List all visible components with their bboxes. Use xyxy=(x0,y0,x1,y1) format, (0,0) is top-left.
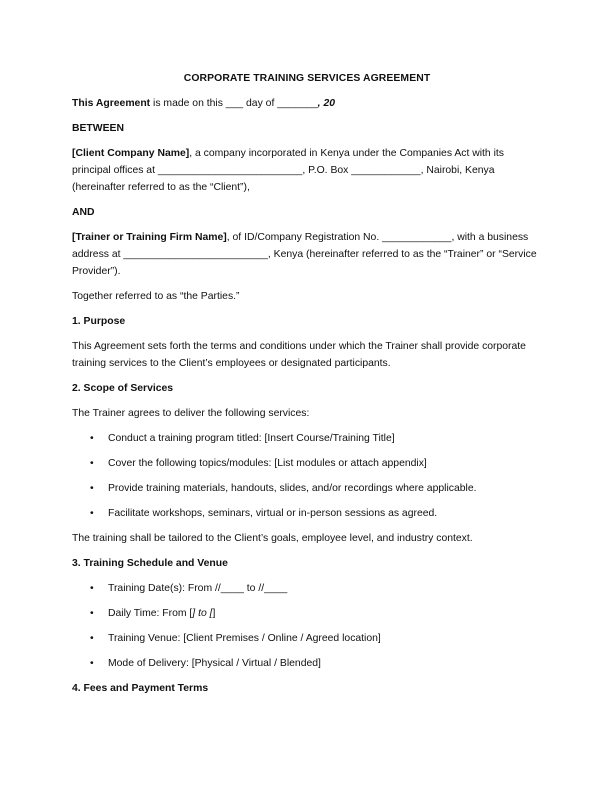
intro-lead: This Agreement xyxy=(72,98,151,109)
time-lead: Daily Time: From [ xyxy=(108,608,193,619)
intro-rest: is made on this ___ day of _______ xyxy=(150,98,318,109)
schedule-list xyxy=(72,580,542,672)
section-heading-scope: 2. Scope of Services xyxy=(72,383,174,394)
client-name: [Client Company Name] xyxy=(72,148,190,159)
trainer-paragraph xyxy=(72,229,542,280)
trainer-rest: , of ID/Company Registration No. ____________, with a business address at _________________________, Kenya (hereinafter referred to as the “Trainer” or “Service Provider”). xyxy=(72,232,537,277)
scope-list xyxy=(72,430,542,522)
intro-year: , 20 xyxy=(317,98,336,109)
list-item: • Provide training materials, handouts, slides, and/or recordings where applicable. xyxy=(72,480,542,497)
time-end: ] xyxy=(212,608,216,619)
list-item: • Facilitate workshops, seminars, virtual or in-person sessions as agreed. xyxy=(72,505,542,522)
list-item xyxy=(72,605,542,622)
document-title: CORPORATE TRAINING SERVICES AGREEMENT xyxy=(183,73,431,84)
list-item: • Cover the following topics/modules: [List modules or attach appendix] xyxy=(72,455,542,472)
section-heading-purpose: 1. Purpose xyxy=(72,316,126,327)
client-paragraph xyxy=(72,145,542,196)
section-heading-fees: 4. Fees and Payment Terms xyxy=(72,683,209,694)
time-italic: ] to [ xyxy=(192,608,213,619)
and-label: AND xyxy=(72,207,95,218)
scope-closing: The training shall be tailored to the Client’s goals, employee level, and industry context. xyxy=(72,533,473,544)
trainer-name: [Trainer or Training Firm Name] xyxy=(72,232,227,243)
document-page xyxy=(72,70,542,705)
list-item: • Conduct a training program titled: [Insert Course/Training Title] xyxy=(72,430,542,447)
purpose-text: This Agreement sets forth the terms and conditions under which the Trainer shall provide corporate training services to the Client’s employees or designated participants. xyxy=(72,341,526,369)
scope-intro: The Trainer agrees to deliver the following services: xyxy=(72,408,310,419)
between-label: BETWEEN xyxy=(72,123,124,134)
intro-paragraph xyxy=(72,95,542,112)
list-item: • Training Date(s): From //____ to //____ xyxy=(72,580,542,597)
client-rest: , a company incorporated in Kenya under the Companies Act with its principal offices at _________________________, P.O. Box ____________, Nairobi, Kenya (hereinafter referred to as the “Client”), xyxy=(72,148,504,193)
list-item: • Training Venue: [Client Premises / Online / Agreed location] xyxy=(72,630,542,647)
parties-statement: Together referred to as “the Parties.” xyxy=(72,291,240,302)
list-item: • Mode of Delivery: [Physical / Virtual / Blended] xyxy=(72,655,542,672)
section-heading-schedule: 3. Training Schedule and Venue xyxy=(72,558,228,569)
